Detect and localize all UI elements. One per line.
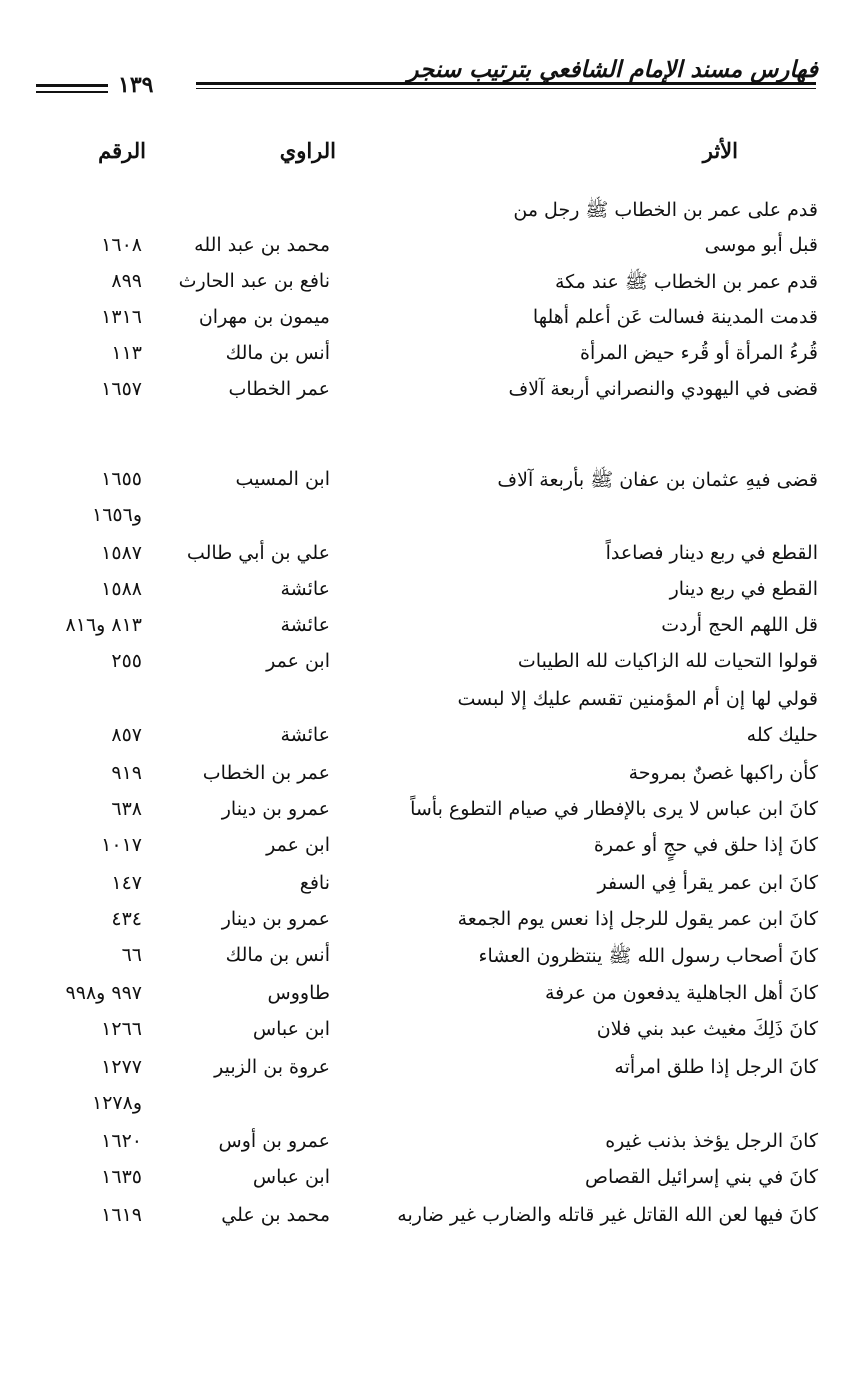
- narrator: ابن عمر: [266, 650, 330, 672]
- index-row: [0, 302, 856, 338]
- entry-text: قدمت المدينة فسالت عَن أعلم أهلها: [532, 306, 818, 328]
- narrator: ابن عمر: [266, 834, 330, 856]
- column-header-raqm: الرقم: [98, 138, 146, 163]
- hadith-number: ١٦٢٠: [101, 1130, 142, 1152]
- header-left-rule: [36, 84, 108, 93]
- index-row: [0, 684, 856, 720]
- entry-text: قضى في اليهودي والنصراني أربعة آلاف: [508, 378, 818, 400]
- narrator: عمرو بن دينار: [221, 798, 330, 820]
- hadith-number: ٨٩٩: [111, 270, 142, 292]
- entry-text: قضى فيهِ عثمان بن عفان ﷺ بأربعة آلاف: [497, 469, 818, 491]
- narrator: ابن عباس: [252, 1018, 330, 1040]
- index-row: [0, 1088, 856, 1124]
- column-headers: [0, 138, 856, 172]
- narrator: ابن المسيب: [235, 468, 330, 490]
- entry-text: كانَ ابن عمر يقول للرجل إذا نعس يوم الجمعة: [457, 908, 818, 930]
- hadith-number: و١٦٥٦: [91, 504, 142, 526]
- entry-text: كانَ فيها لعن الله القاتل غير قاتله والضارب غير ضاربه: [397, 1204, 818, 1226]
- narrator: عمر بن الخطاب: [202, 762, 330, 784]
- narrator: نافع: [299, 872, 330, 894]
- page-number: ١٣٩: [118, 72, 154, 98]
- index-row: [0, 194, 856, 230]
- hadith-number: ١٤٧: [111, 872, 142, 894]
- narrator: عائشة: [280, 578, 330, 600]
- index-row: [0, 940, 856, 976]
- index-row: [0, 646, 856, 682]
- narrator: ابن عباس: [252, 1166, 330, 1188]
- entry-text: القطع في ربع دينار فصاعداً: [605, 542, 818, 564]
- narrator: عمر الخطاب: [228, 378, 330, 400]
- index-row: [0, 464, 856, 500]
- hadith-number: ٤٣٤: [111, 908, 142, 930]
- index-row: [0, 538, 856, 574]
- hadith-number: ١٢٦٦: [101, 1018, 142, 1040]
- hadith-number: ١٦٥٥: [101, 468, 142, 490]
- hadith-number: ١٢٧٧: [101, 1056, 142, 1078]
- hadith-number: ٨٥٧: [111, 724, 142, 746]
- entry-text: كانَ الرجل إذا طلق امرأته: [614, 1056, 818, 1078]
- narrator: عمرو بن أوس: [218, 1130, 330, 1152]
- hadith-number: ١٦٠٨: [101, 234, 142, 256]
- entry-text: كانَ ذَلِكَ مغيث عبد بني فلان: [596, 1018, 818, 1040]
- entry-text: كانَ الرجل يؤخذ بذنب غيره: [605, 1130, 818, 1152]
- hadith-number: ١٦٥٧: [101, 378, 142, 400]
- hadith-number: ٩٩٧ و٩٩٨: [65, 982, 142, 1004]
- hadith-number: ١٣١٦: [101, 306, 142, 328]
- narrator: نافع بن عبد الحارث: [178, 270, 330, 292]
- entry-text: كانَ ابن عباس لا يرى بالإفطار في صيام التطوع بأساً: [410, 798, 818, 820]
- narrator: عمرو بن دينار: [221, 908, 330, 930]
- index-row: [0, 720, 856, 756]
- index-row: [0, 1162, 856, 1198]
- entry-text: كانَ أصحاب رسول الله ﷺ ينتظرون العشاء: [478, 945, 818, 967]
- hadith-number: ١٥٨٨: [101, 578, 142, 600]
- narrator: عروة بن الزبير: [214, 1056, 330, 1078]
- index-row: [0, 830, 856, 866]
- index-row: [0, 794, 856, 830]
- hadith-number: ١٦١٩: [101, 1204, 142, 1226]
- running-title: فهارس مسند الإمام الشافعي بترتيب سنجر: [407, 56, 818, 83]
- hadith-number: ٨١٣ و٨١٦: [65, 614, 142, 636]
- hadith-number: ٩١٩: [111, 762, 142, 784]
- entry-text: كانَ إذا حلق في حجٍ أو عمرة: [593, 834, 818, 856]
- header-rule: [196, 82, 816, 89]
- entry-text: كانَ في بني إسرائيل القصاص: [584, 1166, 818, 1188]
- entry-text: قبل أبو موسى: [704, 234, 818, 256]
- narrator: عائشة: [280, 614, 330, 636]
- index-row: [0, 1126, 856, 1162]
- entry-text: قولوا التحيات لله الزاكيات لله الطيبات: [517, 650, 818, 672]
- narrator: محمد بن علي: [221, 1204, 330, 1226]
- index-row: [0, 1014, 856, 1050]
- narrator: ميمون بن مهران: [198, 306, 330, 328]
- index-row: [0, 230, 856, 266]
- hadith-number: ١٥٨٧: [101, 542, 142, 564]
- hadith-number: ٦٦: [121, 944, 142, 966]
- index-row: [0, 266, 856, 302]
- entry-text: كانَ أهل الجاهلية يدفعون من عرفة: [544, 982, 818, 1004]
- narrator: محمد بن عبد الله: [194, 234, 330, 256]
- entry-text: قل اللهم الحج أردت: [661, 614, 818, 636]
- entry-text: قدم عمر بن الخطاب ﷺ عند مكة: [554, 271, 818, 293]
- index-row: [0, 1200, 856, 1236]
- hadith-number: ١٦٣٥: [101, 1166, 142, 1188]
- hadith-number: ١٠١٧: [101, 834, 142, 856]
- narrator: عائشة: [280, 724, 330, 746]
- index-row: [0, 978, 856, 1014]
- column-header-rawi: الراوي: [279, 138, 336, 163]
- hadith-number: ٦٣٨: [111, 798, 142, 820]
- entry-text: القطع في ربع دينار: [669, 578, 818, 600]
- narrator: طاووس: [267, 982, 330, 1004]
- narrator: أنس بن مالك: [225, 342, 330, 364]
- entry-text: قدم على عمر بن الخطاب ﷺ رجل من: [513, 199, 818, 221]
- index-row: [0, 374, 856, 410]
- narrator: أنس بن مالك: [225, 944, 330, 966]
- index-row: [0, 868, 856, 904]
- entry-text: كأن راكبها غصنٌ بمروحة: [628, 762, 818, 784]
- index-row: [0, 338, 856, 374]
- index-row: [0, 758, 856, 794]
- index-row: [0, 1052, 856, 1088]
- hadith-number: و١٢٧٨: [91, 1092, 142, 1114]
- hadith-number: ٢٥٥: [111, 650, 142, 672]
- page-header: [0, 52, 856, 102]
- entry-text: كانَ ابن عمر يقرأ فِي السفر: [597, 872, 818, 894]
- column-header-athar: الأثر: [702, 138, 738, 163]
- entry-text: قولي لها إن أم المؤمنين تقسم عليك إلا لبست: [457, 688, 818, 710]
- index-row: [0, 904, 856, 940]
- index-row: [0, 500, 856, 536]
- index-row: [0, 574, 856, 610]
- index-row: [0, 610, 856, 646]
- entry-text: قُرءُ المرأة أو قُرء حيض المرأة: [580, 342, 818, 364]
- hadith-number: ١١٣: [111, 342, 142, 364]
- entry-text: حليك كله: [746, 724, 818, 746]
- narrator: علي بن أبي طالب: [186, 542, 330, 564]
